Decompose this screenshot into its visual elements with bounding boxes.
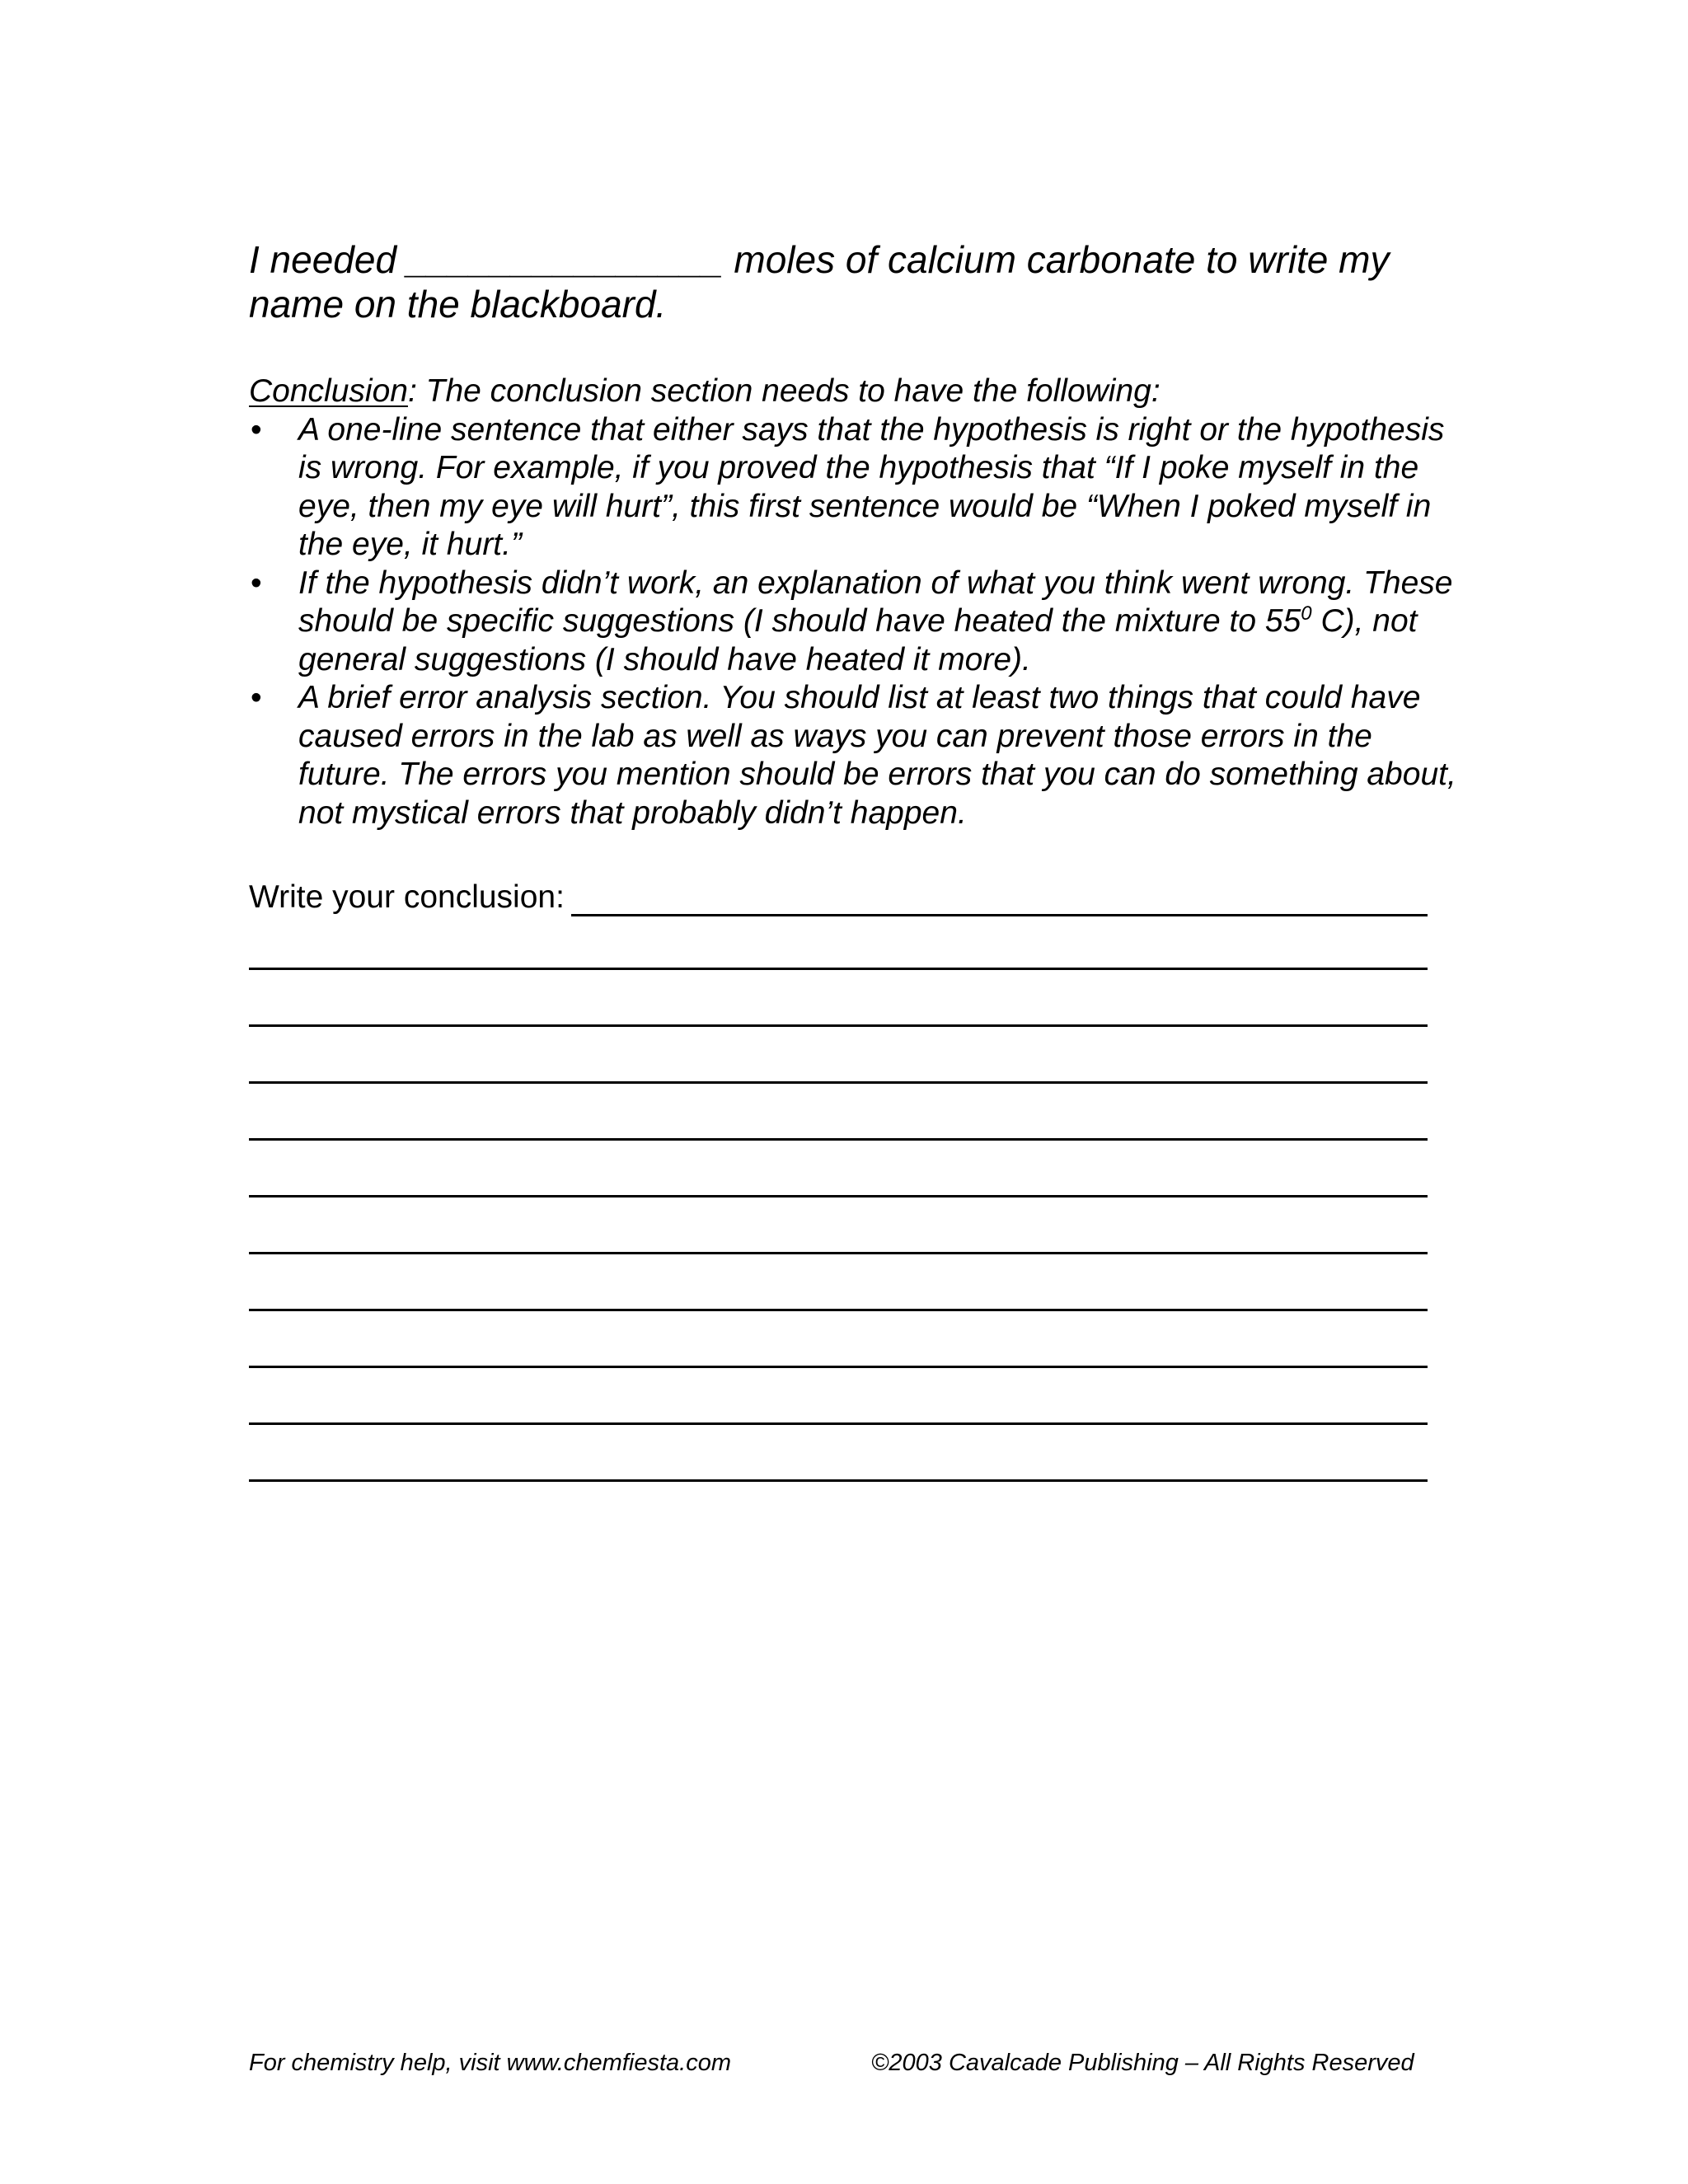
intro-sentence [249,237,1452,326]
list-item [249,679,1461,832]
answer-line[interactable] [249,1195,1428,1197]
answer-line[interactable] [249,1309,1428,1311]
conclusion-heading-rest: : The conclusion section needs to have the following: [407,373,1160,409]
answer-line[interactable] [249,1479,1428,1482]
intro-before-blank: I needed [249,238,397,281]
conclusion-requirements-list [249,411,1461,833]
answer-line[interactable] [249,968,1428,970]
answer-line[interactable] [249,1138,1428,1141]
answer-line[interactable] [249,1024,1428,1027]
conclusion-heading [249,373,1461,411]
bullet-text: A one-line sentence that either says that the hypothesis is right or the hypothesis is wrong. For example, if you proved the hypothesis that “If I poke myself in the eye, then my eye will hurt”, this first sentence would be “When I poked myself in the eye, it hurt.” [298,411,1445,562]
bullet-text: A brief error analysis section. You should list at least two things that could have caused errors in the lab as well as ways you can prevent those errors in the future. The errors you mention should be errors that you can do something about, not mystical errors that probably didn’t happen. [298,680,1456,831]
list-item [249,411,1461,565]
write-conclusion-label: Write your conclusion: [249,879,565,915]
bullet-icon: • [251,565,262,601]
answer-line[interactable] [571,881,1428,916]
conclusion-section [249,373,1461,832]
bullet-text-tail: C), not general suggestions (I should have heated it more). [298,603,1418,677]
intro-blank: _______________ [406,238,724,281]
list-item [249,565,1461,680]
write-conclusion-row [249,875,1428,916]
answer-line[interactable] [249,1252,1428,1254]
bullet-text: If the hypothesis didn’t work, an explanation of what you think went wrong. These should be specific suggestions (I should have heated the mixture to 55 [298,565,1453,639]
footer-copyright: ©2003 Cavalcade Publishing – All Rights Reserved [871,2050,1414,2076]
answer-line[interactable] [249,1422,1428,1425]
bullet-icon: • [251,411,262,448]
footer-help-text: For chemistry help, visit www.chemfiesta.com [249,2050,731,2076]
bullet-icon: • [251,680,262,715]
conclusion-heading-label: Conclusion [249,373,408,409]
answer-line[interactable] [249,1081,1428,1084]
answer-line[interactable] [249,1366,1428,1368]
bullet-superscript: 0 [1301,602,1312,625]
intro-after-blank: moles of calcium carbonate to write my name on the blackboard. [249,238,1390,326]
